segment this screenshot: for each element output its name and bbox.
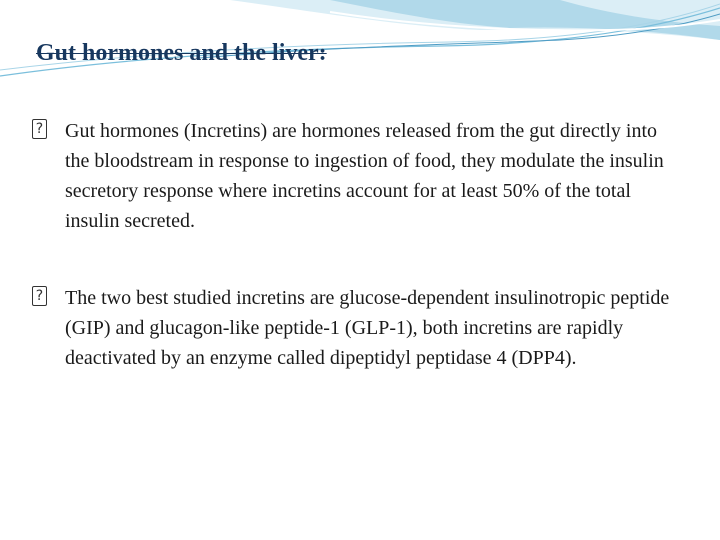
bullet-item-incretins-definition bbox=[32, 116, 682, 236]
bullet-text: Gut hormones (Incretins) are hormones released from the gut directly into the bloodstream in response to ingestion of food, they modulate the insulin secretory response where incretins account for at least 50% of the total insulin secreted. bbox=[65, 120, 664, 232]
unknown-glyph-icon bbox=[32, 119, 47, 139]
bullet-item-gip-glp1 bbox=[32, 283, 682, 373]
slide-title: Gut hormones and the liver: bbox=[36, 40, 327, 66]
bullet-text: The two best studied incretins are glucose-dependent insulinotropic peptide (GIP) and glucagon-like peptide-1 (GLP-1), both incretins are rapidly deactivated by an enzyme called dipeptidyl peptidase 4 (DPP4). bbox=[65, 287, 670, 369]
slide-body bbox=[32, 116, 682, 373]
unknown-glyph-icon bbox=[32, 286, 47, 306]
